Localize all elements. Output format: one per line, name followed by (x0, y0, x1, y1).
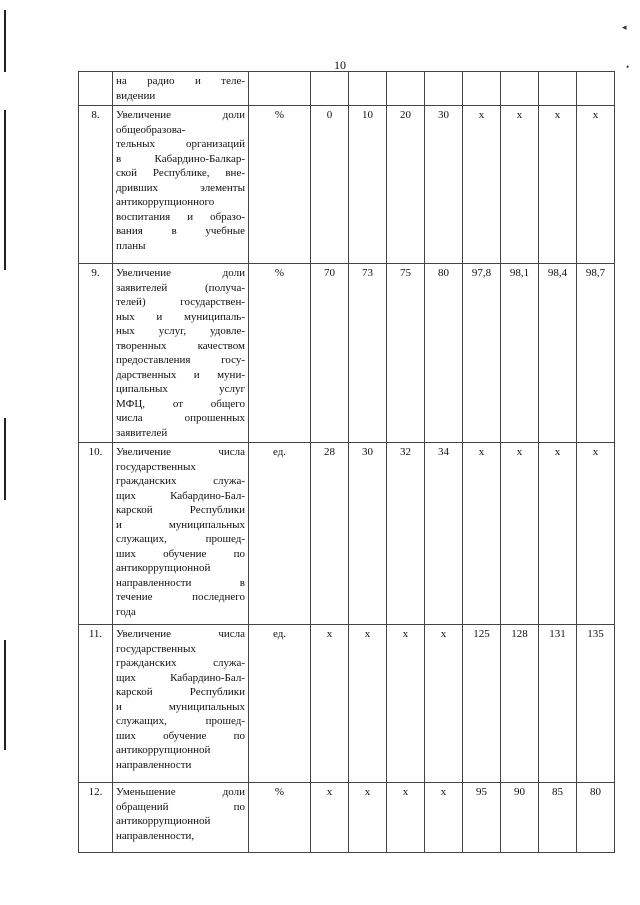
value-cell: х (387, 625, 425, 783)
value-cell: х (577, 443, 615, 625)
value-cell: х (539, 443, 577, 625)
description-line: служащих, прошед- (116, 715, 245, 727)
description-line: ской Республике, вне- (116, 167, 245, 179)
description-line: Увеличение числа (116, 446, 245, 458)
description-line: антикоррупционной (116, 815, 211, 827)
description-line: антикоррупционной (116, 744, 211, 756)
description-line: гражданских служа- (116, 657, 245, 669)
table-row (79, 72, 615, 106)
value-cell: 95 (463, 783, 501, 853)
value-cell: 75 (387, 264, 425, 443)
description-line: видении (116, 89, 156, 102)
page-number: 10 (334, 58, 346, 72)
scan-artifact-mark: • (626, 62, 630, 72)
indicators-table (78, 71, 615, 853)
value-cell: х (387, 783, 425, 853)
description-line: государственных (116, 642, 196, 655)
value-cell: х (425, 783, 463, 853)
description-line: карской Республики (116, 686, 245, 698)
description-line: Увеличение доли (116, 267, 245, 279)
value-cell (577, 72, 615, 106)
description-line: гражданских служа- (116, 475, 245, 487)
description-line: щих Кабардино-Бал- (116, 671, 245, 684)
description-line: Увеличение доли (116, 109, 245, 121)
value-cell: х (311, 783, 349, 853)
description-line: служащих, прошед- (116, 533, 245, 545)
table-row (79, 264, 615, 443)
value-cell: х (501, 106, 539, 264)
value-cell (311, 72, 349, 106)
description-line: года (116, 605, 136, 618)
value-cell: х (349, 783, 387, 853)
value-cell (425, 72, 463, 106)
value-cell: 73 (349, 264, 387, 443)
description-line: заявителей (116, 426, 168, 439)
value-cell (501, 72, 539, 106)
unit-cell: ед. (249, 625, 311, 783)
value-cell: х (349, 625, 387, 783)
scan-artifact-bar (4, 10, 6, 72)
description-line: карской Республики (116, 504, 245, 516)
row-number: 11. (79, 625, 113, 783)
description-line: общеобразова- (116, 123, 186, 136)
value-cell: х (311, 625, 349, 783)
scan-artifact-bar (4, 110, 6, 270)
description-line: государственных (116, 460, 196, 473)
description-line: вания в учебные (116, 225, 245, 237)
unit-cell: % (249, 264, 311, 443)
table-row (79, 443, 615, 625)
row-number: 12. (79, 783, 113, 853)
description-line: ных услуг, удовле- (116, 325, 245, 337)
value-cell: 20 (387, 106, 425, 264)
scan-artifact-mark: ◂ (622, 22, 627, 32)
value-cell: 135 (577, 625, 615, 783)
value-cell (349, 72, 387, 106)
value-cell: 30 (349, 443, 387, 625)
description-line: творенных качеством (116, 339, 245, 352)
value-cell: 80 (577, 783, 615, 853)
indicator-description (113, 106, 249, 264)
indicator-description (113, 264, 249, 443)
description-line: дарственных и муни- (116, 368, 245, 381)
value-cell: 0 (311, 106, 349, 264)
description-line: и муниципальных (116, 700, 245, 713)
table-row (79, 625, 615, 783)
value-cell: х (539, 106, 577, 264)
unit-cell: ед. (249, 443, 311, 625)
indicator-description (113, 443, 249, 625)
table-row (79, 783, 615, 853)
description-line: на радио и теле- (116, 75, 245, 87)
indicator-description (113, 783, 249, 853)
description-line: направленности, (116, 829, 195, 842)
row-number (79, 72, 113, 106)
description-line: и муниципальных (116, 518, 245, 531)
value-cell: 28 (311, 443, 349, 625)
description-line: направленности в (116, 576, 245, 589)
row-number: 8. (79, 106, 113, 264)
description-line: щих Кабардино-Бал- (116, 489, 245, 502)
value-cell: 98,1 (501, 264, 539, 443)
description-line: телей) государствен- (116, 296, 245, 308)
description-line: течение последнего (116, 591, 245, 603)
description-line: ших обучение по (116, 547, 245, 560)
value-cell: х (501, 443, 539, 625)
description-line: Уменьшение доли (116, 786, 245, 798)
description-line: ных и муниципаль- (116, 310, 245, 323)
description-line: МФЦ, от общего (116, 397, 245, 410)
value-cell: 32 (387, 443, 425, 625)
description-line: предоставления госу- (116, 354, 245, 366)
value-cell: 90 (501, 783, 539, 853)
unit-cell (249, 72, 311, 106)
unit-cell: % (249, 106, 311, 264)
description-line: обращений по (116, 800, 245, 813)
scan-artifact-bar (4, 418, 6, 500)
description-line: дривших элементы (116, 181, 245, 194)
value-cell: х (463, 443, 501, 625)
indicator-description (113, 72, 249, 106)
indicator-description (113, 625, 249, 783)
value-cell: х (425, 625, 463, 783)
value-cell: 98,7 (577, 264, 615, 443)
table-row (79, 106, 615, 264)
value-cell (387, 72, 425, 106)
description-line: ших обучение по (116, 729, 245, 742)
value-cell: 98,4 (539, 264, 577, 443)
row-number: 9. (79, 264, 113, 443)
description-line: ципальных услуг (116, 383, 245, 395)
value-cell: 85 (539, 783, 577, 853)
value-cell: 80 (425, 264, 463, 443)
description-line: направленности (116, 758, 192, 771)
description-line: антикоррупционной (116, 562, 211, 574)
description-line: числа опрошенных (116, 412, 245, 424)
unit-cell: % (249, 783, 311, 853)
value-cell: 10 (349, 106, 387, 264)
value-cell: 125 (463, 625, 501, 783)
description-line: в Кабардино-Балкар- (116, 152, 245, 165)
description-line: воспитания и образо- (116, 210, 245, 223)
scan-artifact-bar (4, 640, 6, 750)
description-line: Увеличение числа (116, 628, 245, 640)
value-cell: 34 (425, 443, 463, 625)
value-cell: 97,8 (463, 264, 501, 443)
value-cell: х (577, 106, 615, 264)
value-cell: х (463, 106, 501, 264)
value-cell: 128 (501, 625, 539, 783)
description-line: антикоррупционного (116, 196, 215, 208)
value-cell: 131 (539, 625, 577, 783)
description-line: тельных организаций (116, 138, 245, 150)
description-line: планы (116, 239, 146, 252)
value-cell (539, 72, 577, 106)
value-cell: 70 (311, 264, 349, 443)
description-line: заявителей (получа- (116, 281, 245, 294)
value-cell: 30 (425, 106, 463, 264)
row-number: 10. (79, 443, 113, 625)
value-cell (463, 72, 501, 106)
